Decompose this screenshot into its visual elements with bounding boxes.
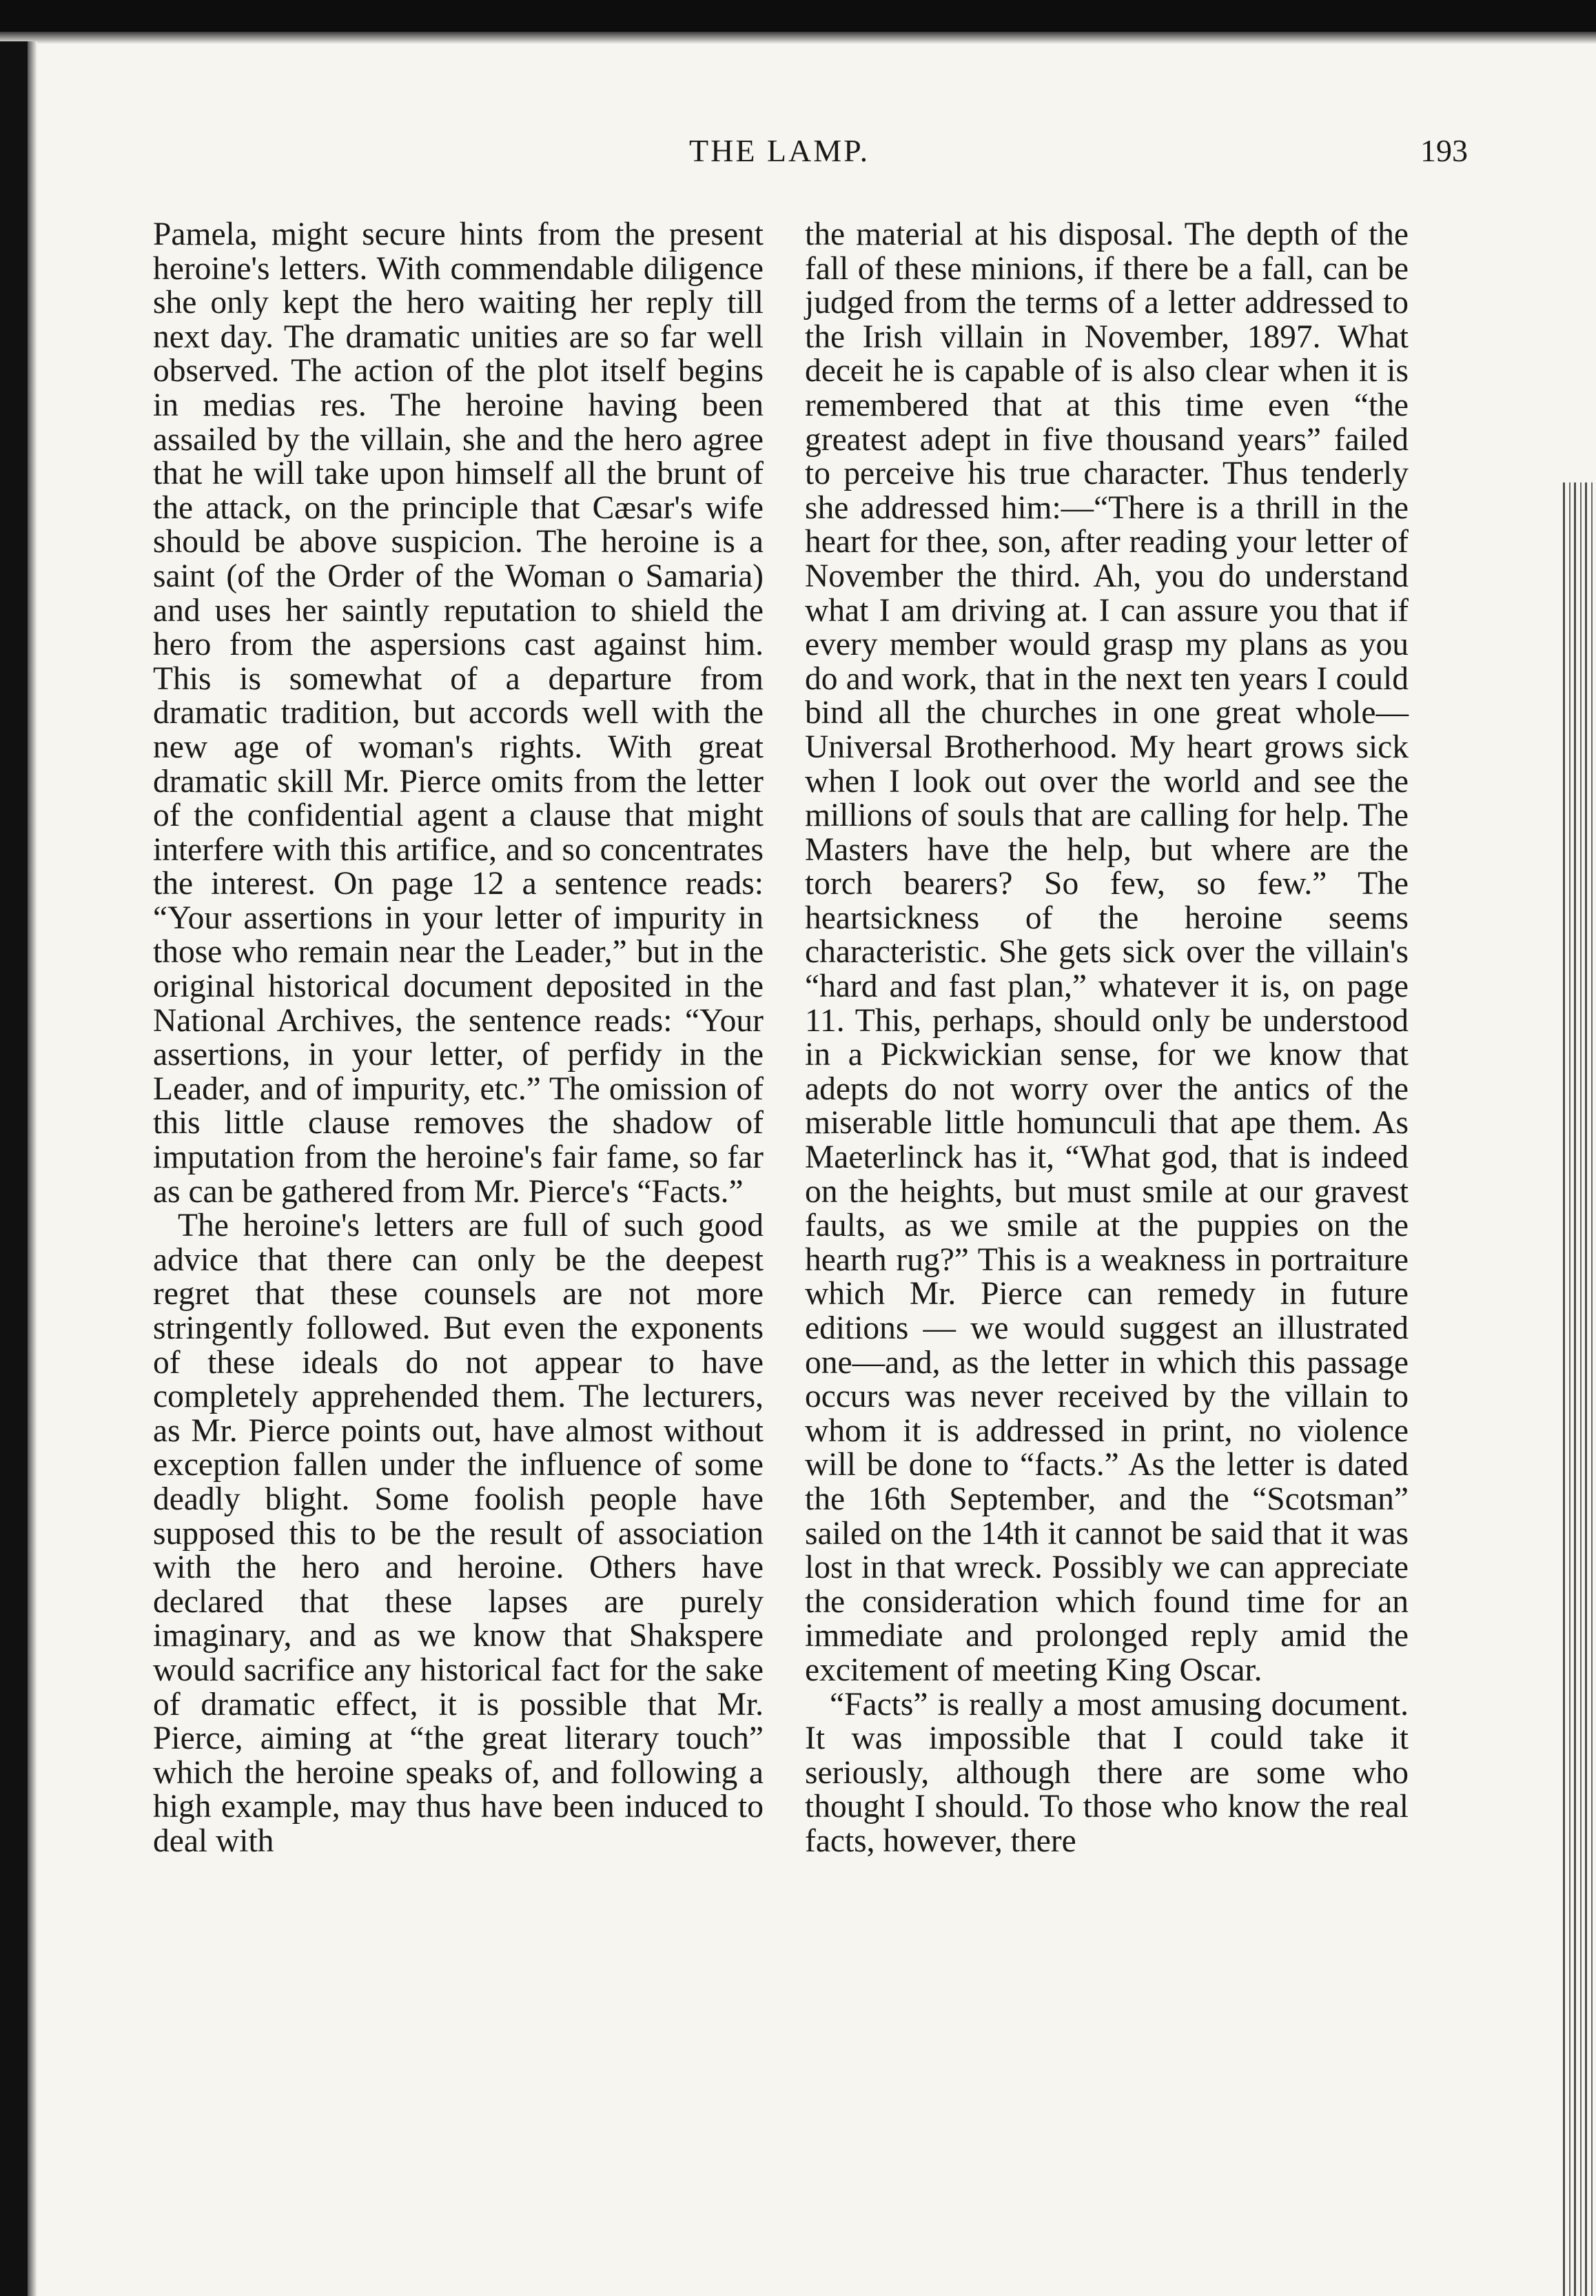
paragraph: The heroine's letters are full of such good advice that there can only be the deepest regret that these counsels are not more stringently followed. But even the exponents of these ideals do not appear to have completely apprehended them. The lecturers, as Mr. Pierce points out, have almost without exception fallen under the influence of some deadly blight. Some foolish people have supposed this to be the result of association with the hero and heroine. Others have declared that these lapses are purely imaginary, and as we know that Shakspere would sacrifice any historical fact for the sake of dramatic effect, it is possible that Mr. Pierce, aiming at “the great literary touch” which the heroine speaks of, and following a high example, may thus have been induced to deal with xyxy=(153,1208,764,1859)
paragraph: the material at his disposal. The depth of the fall of these minions, if there be a fall, can be judged from the terms of a letter addressed to the Irish villain in November, 1897. What deceit he is capable of is also clear when it is remembered that at this time even “the greatest adept in five thousand years” failed to perceive his true character. Thus tenderly she addressed him:—“There is a thrill in the heart for thee, son, after reading your letter of November the third. Ah, you do understand what I am driving at. I can assure you that if every member would grasp my plans as you do and work, that in the next ten years I could bind all the churches in one great whole—Universal Brotherhood. My heart grows sick when I look out over the world and see the millions of souls that are calling for help. The Masters have the help, but where are the torch bearers? So few, so few.” The heartsickness of the heroine seems characteristic. She gets sick over the villain's “hard and fast plan,” whatever it is, on page 11. This, perhaps, should only be understood in a Pickwickian sense, for we know that adepts do not worry over the antics of the miserable little homunculi that ape them. As Maeterlinck has it, “What god, that is indeed on the heights, but must smile at our gravest faults, as we smile at the puppies on the hearth rug?” This is a weakness in portraiture which Mr. Pierce can remedy in future editions — we would suggest an illustrated one—and, as the letter in which this passage occurs was never received by the villain to whom it is addressed in print, no violence will be done to “facts.” As the letter is dated the 16th September, and the “Scotsman” sailed on the 14th it cannot be said that it was lost in that wreck. Possibly we can appreciate the consideration which found time for an immediate and prolonged reply amid the excitement of meeting King Oscar. xyxy=(805,216,1409,1688)
scan-edge-right xyxy=(1563,482,1596,2296)
page-header xyxy=(158,132,1468,181)
paragraph: Pamela, might secure hints from the present heroine's letters. With commendable diligence she only kept the hero waiting her reply till next day. The dramatic unities are so far well observed. The action of the plot itself begins in medias res. The heroine having been assailed by the villain, she and the hero agree that he will take upon himself all the brunt of the attack, on the principle that Cæsar's wife should be above suspicion. The heroine is a saint (of the Order of the Woman o Samaria) and uses her saintly reputation to shield the hero from the aspersions cast against him. This is somewhat of a departure from dramatic tradition, but accords well with the new age of woman's rights. With great dramatic skill Mr. Pierce omits from the letter of the confidential agent a clause that might interfere with this artifice, and so concentrates the interest. On page 12 a sentence reads: “Your assertions in your letter of impurity in those who remain near the Leader,” but in the original historical document deposited in the National Archives, the sentence reads: “Your assertions, in your letter, of perfidy in the Leader, and of impurity, etc.” The omission of this little clause removes the shadow of imputation from the heroine's fair fame, so far as can be gathered from Mr. Pierce's “Facts.” xyxy=(153,216,764,1210)
scan-edge-top xyxy=(0,0,1596,32)
scan-edge-left xyxy=(0,41,28,2296)
scan-edge-top-shadow xyxy=(0,32,1596,44)
right-column xyxy=(805,218,1409,1859)
running-title: THE LAMP. xyxy=(689,133,870,168)
left-column xyxy=(153,218,764,1859)
scan-edge-left-shadow xyxy=(28,41,37,2296)
page-number: 193 xyxy=(1420,133,1468,168)
paragraph: “Facts” is really a most amusing document. It was impossible that I could take it seriously, although there are some who thought I should. To those who know the real facts, however, there xyxy=(805,1686,1409,1859)
